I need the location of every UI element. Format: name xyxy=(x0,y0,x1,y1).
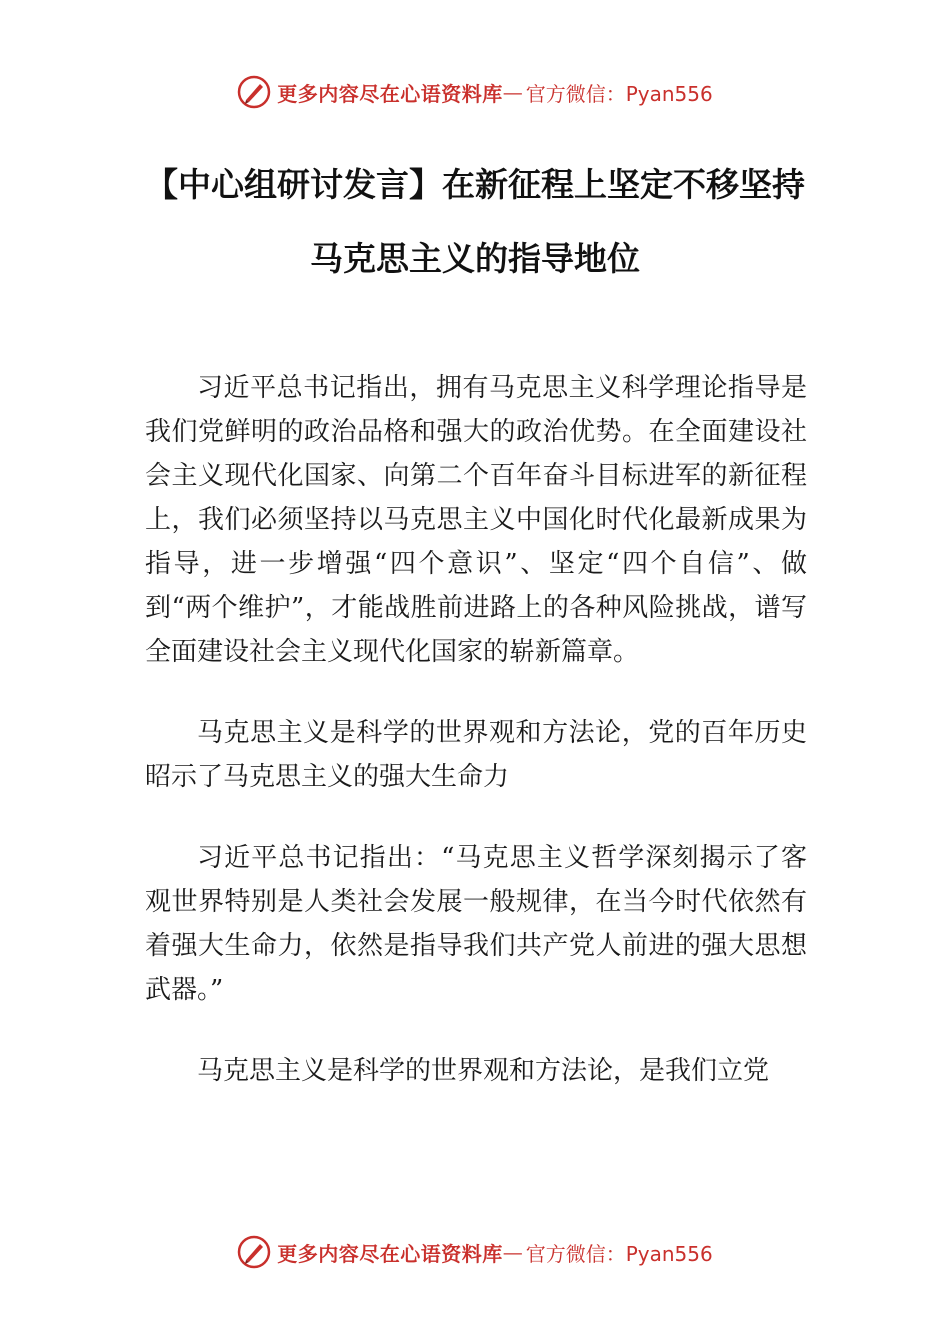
watermark-wechat: 官方微信：Pyan556 xyxy=(525,81,713,106)
watermark-footer xyxy=(0,1232,950,1272)
watermark-separator: — xyxy=(502,80,524,104)
watermark-brand: 更多内容尽在心语资料库 xyxy=(277,1241,503,1266)
paragraph-3: 习近平总书记指出：“马克思主义哲学深刻揭示了客观世界特别是人类社会发展一般规律，在当今时代依然有着强大生命力，依然是指导我们共产党人前进的强大思想武器。” xyxy=(145,843,807,1005)
document-title: 【中心组研讨发言】在新征程上坚定不移坚持马克思主义的指导地位 xyxy=(145,165,805,278)
paragraph-4: 马克思主义是科学的世界观和方法论，是我们立党 xyxy=(197,1056,770,1086)
watermark-separator: — xyxy=(502,1240,524,1264)
watermark-brand: 更多内容尽在心语资料库 xyxy=(277,81,503,106)
paragraph-1: 习近平总书记指出，拥有马克思主义科学理论指导是我们党鲜明的政治品格和强大的政治优势。在全面建设社会主义现代化国家、向第二个百年奋斗目标进军的新征程上，我们必须坚持以马克思主义中国化时代化最新成果为指导，进一步增强“四个意识”、坚定“四个自信”、做到“两个维护”，才能战胜前进路上的各种风险挑战，谱写全面建设社会主义现代化国家的崭新篇章。 xyxy=(145,373,807,667)
pen-logo-icon xyxy=(237,75,271,109)
paragraph-2: 马克思主义是科学的世界观和方法论，党的百年历史昭示了马克思主义的强大生命力 xyxy=(145,718,807,792)
document-body xyxy=(145,366,807,1130)
watermark-header xyxy=(0,72,950,112)
watermark-wechat: 官方微信：Pyan556 xyxy=(525,1241,713,1266)
pen-logo-icon xyxy=(237,1235,271,1269)
